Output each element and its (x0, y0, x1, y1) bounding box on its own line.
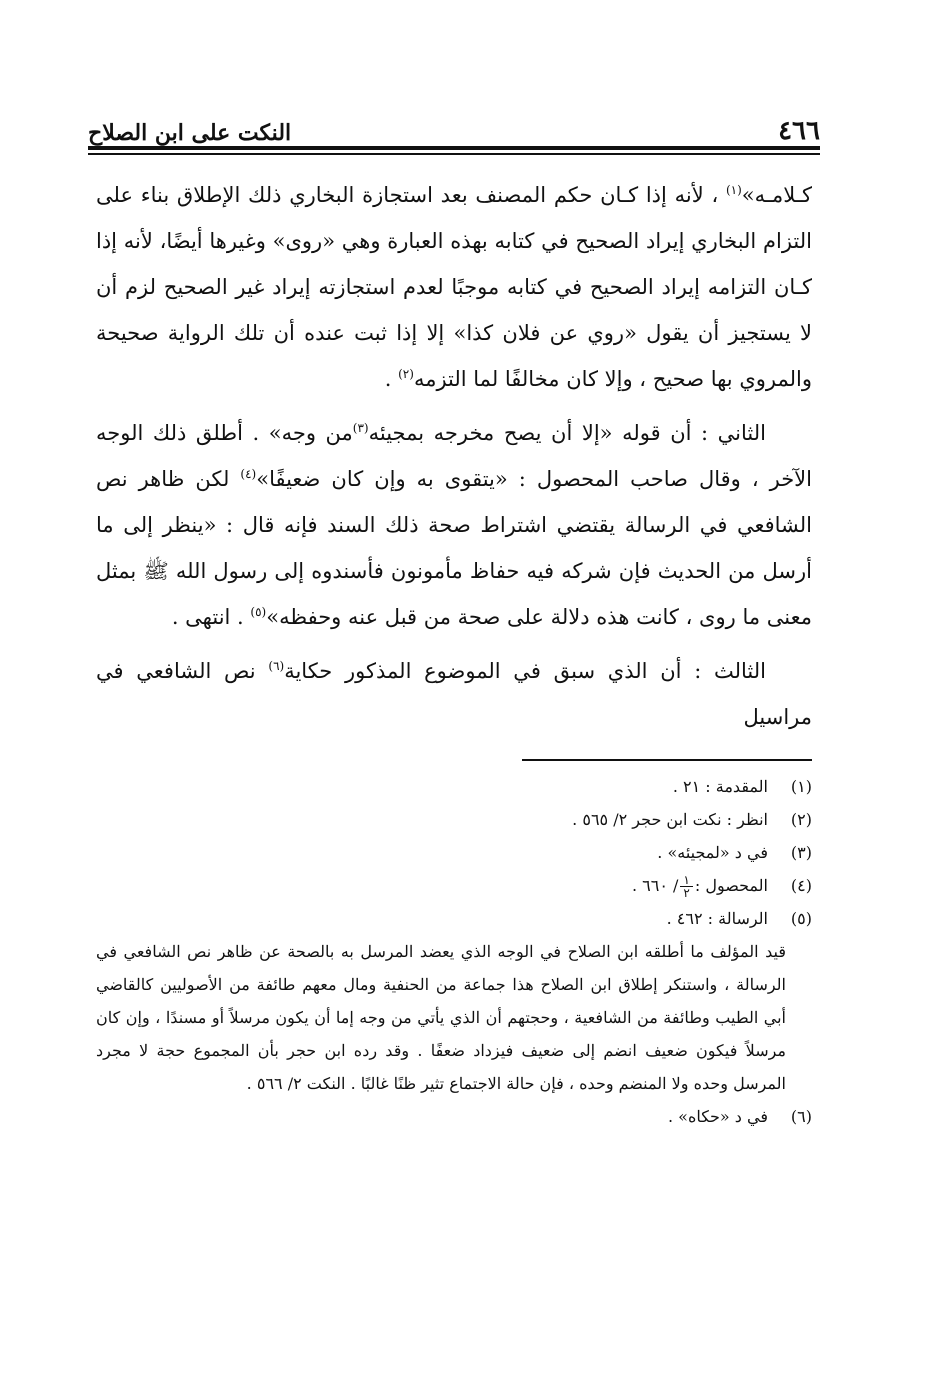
paragraph-3-text-a: الثالث : أن الذي سبق في الموضوع المذكور حكاية (284, 659, 766, 683)
footnote-ref-1: (١) (725, 183, 742, 197)
paragraph-2-text-d: . انتهى . (171, 605, 251, 629)
footnote-text: انظر : نكت ابن حجر ٢/ ٥٦٥ . (572, 810, 768, 829)
footnote-number: (٥) (790, 909, 812, 928)
footnote-text (96, 869, 768, 902)
page-header (88, 104, 820, 144)
paragraph-2-text-b: من وجه» . أطلق ذلك الوجه الآخر ، وقال صاحب المحصول : «يتقوى به وإن كان ضعيفًا» (96, 421, 812, 491)
main-text (96, 172, 812, 748)
paragraph-1 (96, 172, 812, 402)
fraction-numerator: ١ (680, 874, 692, 887)
footnote-text: المقدمة : ٢١ . (672, 777, 768, 796)
fraction-denominator: ٢ (683, 886, 690, 900)
paragraph-3 (96, 648, 812, 740)
footnote-number: (١) (790, 777, 812, 796)
footnote-number: (٢) (790, 810, 812, 829)
footnote-4-page: / ٦٦٠ . (631, 876, 679, 895)
footnote-ref-2: (٢) (398, 367, 414, 381)
footnote-4 (96, 869, 812, 902)
footnote-number: (٣) (790, 843, 812, 862)
footnote-text: الرسالة : ٤٦٢ . (666, 909, 768, 928)
page-number: ٤٦٦ (778, 116, 820, 146)
paragraph-1-text-c: . (384, 367, 399, 391)
footnote-text: في د «حكاه» . (667, 1107, 768, 1126)
footnote-5-commentary: قيد المؤلف ما أطلقه ابن الصلاح في الوجه الذي يعضد المرسل به بالصحة عن ظاهر نص الشافعي في الرسالة ، واستنكر إطلاق ابن الصلاح هذا جماعة من الحنفية ومال معهم طائفة من الأصوليين كالقاضي أبي الطيب وطائفة من الشافعية ، وحجتهم أن الذي يأتي من وجه إما أن يكون مرسلاً أو مسندًا ، وإن كان مرسلاً فيكون ضعيف انضم إلى ضعيف فيزداد ضعفًا . وقد رده ابن حجر بأن المجموع حجة لا مجرد المرسل وحده ولا المنضم وحده ، فإن حالة الاجتماع تثير ظنًا غالبًا . النكت ٢/ ٥٦٦ . (96, 942, 787, 1093)
paragraph-2-text-a: الثاني : أن قوله «إلا أن يصح مخرجه بمجيئه (368, 421, 766, 445)
footnote-5 (96, 902, 812, 935)
footnote-number: (٤) (790, 876, 812, 895)
paragraph-2 (96, 410, 812, 640)
footnote-ref-5: (٥) (250, 605, 267, 619)
paragraph-3-text-b: نص الشافعي في مراسيل (96, 659, 812, 729)
paragraph-1-text-a: كـلامـه» (741, 183, 812, 207)
running-title: النكت على ابن الصلاح (88, 120, 292, 146)
header-rule-thin (88, 153, 820, 155)
footnote-6 (96, 1100, 812, 1133)
footnote-ref-6: (٦) (268, 659, 285, 673)
footnote-separator (522, 759, 812, 761)
fraction (680, 874, 692, 899)
footnote-1 (96, 770, 812, 803)
paragraph-1-text-b: ، لأنه إذا كـان حكم المصنف بعد استجازة البخاري ذلك الإطلاق بناء على التزام البخاري إيراد الصحيح في كتابه بهذه العبارة وهي «روى» وغيرها أيضًا، لأنه إذا كـان التزامه إيراد الصحيح في كتابه موجبًا لعدم استجازته إيراد غير الصحيح لزم أن لا يستجيز أن يقول «روي عن فلان كذا» إلا إذا ثبت عنده أن تلك الرواية صحيحة والمروي بها صحيح ، وإلا كان مخالفًا لما التزمه (96, 183, 812, 391)
footnote-text: في د «لمجيئه» . (657, 843, 768, 862)
footnote-ref-3: (٣) (352, 421, 369, 435)
header-rule-thick (88, 146, 820, 150)
footnote-ref-4: (٤) (240, 467, 257, 481)
footnote-2 (96, 803, 812, 836)
footnote-number: (٦) (790, 1107, 812, 1126)
footnote-3 (96, 836, 812, 869)
footnotes (96, 770, 812, 1133)
paragraph-2-text-c: لكن ظاهر نص الشافعي في الرسالة يقتضي اشتراط صحة ذلك السند فإنه قال : «ينظر إلى ما أرسل من الحديث فإن شركه فيه حفاظ مأمونون فأسندوه إلى رسول الله ﷺ بمثل معنى ما روى ، كانت هذه دلالة على صحة من قبل عنه وحفظه» (96, 467, 812, 629)
footnote-4-source: المحصول : (694, 876, 768, 895)
